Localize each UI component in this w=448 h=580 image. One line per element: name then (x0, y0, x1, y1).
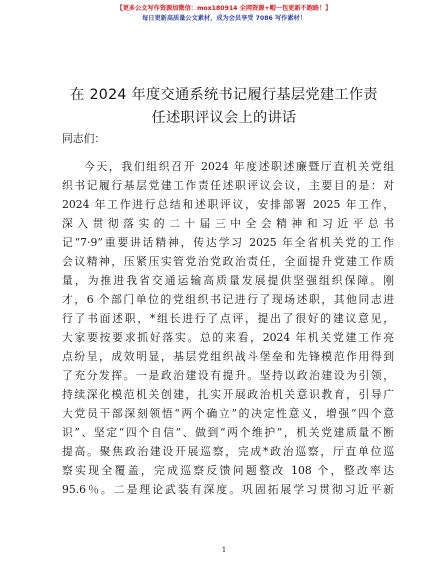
body-text-line: 行了书面述职，*组长进行了点评，提出了很好的建议意见， (62, 312, 394, 325)
page-number: 1 (221, 545, 227, 554)
document-title-line-1: 在 2024 年度交通系统书记履行基层党建工作责 (70, 87, 378, 103)
body-text-line: 大党员干部深刻领悟“两个确立”的决定性意义，增强“四个意 (62, 407, 394, 420)
speech-body (62, 157, 394, 499)
body-text-line: 才，6 个部门单位的党组织书记进行了现场述职，其他同志进 (62, 293, 394, 306)
salutation: 同志们： (62, 132, 106, 145)
body-text-line: 2024 年工作进行总结和述职评议，安排部署 2025 年工作， (62, 198, 394, 211)
body-text-line: 记“7·9”重要讲话精神，传达学习 2025 年全省机关党的工作 (62, 236, 394, 249)
promo-banner-line-1: 【更多公文写作资源加微信：mox180914 全网资源+帽一包更新不跑路！】 (116, 5, 332, 12)
body-text-line: 提高。聚焦政治建设开展巡察，完成*政治巡察，厅直单位巡 (62, 445, 394, 458)
body-text-line: 95.6％。二是理论武装有深度。巩固拓展学习贯彻习近平新 (62, 483, 394, 496)
promo-banner-line-2: 每日更新高质量公文素材，成为会员享受 7086 写作素材！ (142, 15, 306, 22)
body-text-line: 了充分发挥。一是政治建设有提升。坚持以政治建设为引领， (62, 369, 394, 382)
body-text-line: 持续深化模范机关创建，扎实开展政治机关意识教育，引导广 (62, 388, 394, 401)
document-title-line-2: 任述职评议会上的讲话 (151, 110, 297, 126)
body-text-line: 察实现全覆盖，完成巡察反馈问题整改 108 个，整改率达 (62, 464, 394, 477)
body-text-line: 大家要按要求抓好落实。总的来看，2024 年机关党建工作亮 (62, 331, 394, 344)
body-text-line: 今天，我们组织召开 2024 年度述职述廉暨厅直机关党组 (84, 160, 394, 173)
body-text-line: 点纷呈，成效明显，基层党组织战斗堡垒和先锋模范作用得到 (62, 350, 394, 363)
body-text-line: 识”、坚定“四个自信”、做到“两个维护”，机关党建质量不断 (62, 426, 394, 439)
body-text-line: 会议精神，压紧压实管党治党政治责任，全面提升党建工作质 (62, 255, 394, 268)
body-text-line: 深入贯彻落实的二十届三中全会精神和习近平总书 (62, 217, 394, 230)
body-text-line: 量，为推进我省交通运输高质量发展提供坚强组织保障。刚 (62, 274, 394, 287)
body-text-line: 织书记履行基层党建工作责任述职评议会议，主要目的是：对 (62, 179, 394, 192)
promo-banner (0, 4, 448, 24)
document-title (40, 84, 408, 130)
